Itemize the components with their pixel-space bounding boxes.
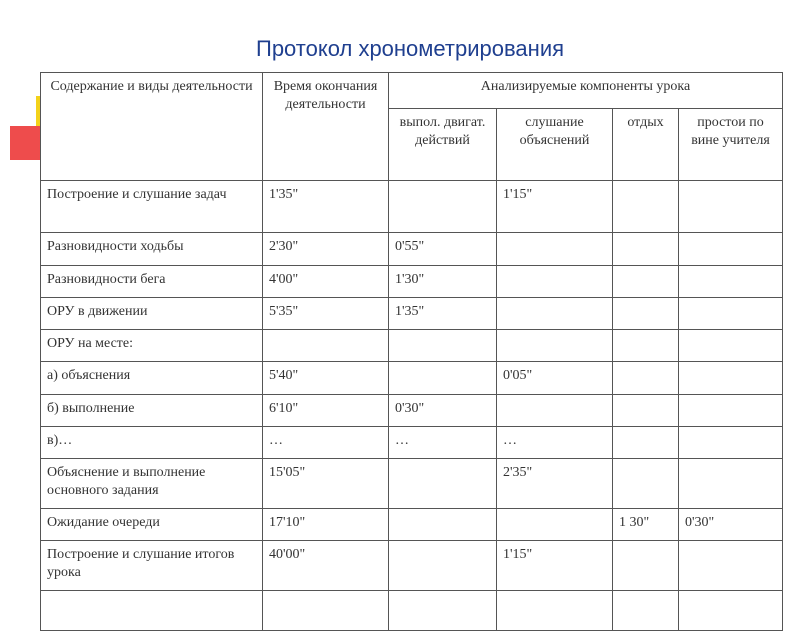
cell-motor-actions (389, 541, 497, 591)
cell-rest (613, 591, 679, 631)
cell-activity (41, 591, 263, 631)
cell-activity: а) объяснения (41, 362, 263, 395)
cell-activity: Построение и слушание итогов урока (41, 541, 263, 591)
cell-rest (613, 427, 679, 459)
cell-activity: Построение и слушание задач (41, 181, 263, 233)
cell-listening (497, 233, 613, 266)
cell-teacher-downtime (679, 330, 783, 362)
cell-listening: 2'35" (497, 459, 613, 509)
table-header-row (41, 73, 783, 109)
cell-teacher-downtime (679, 541, 783, 591)
cell-teacher-downtime (679, 362, 783, 395)
decorative-red-block (10, 126, 44, 160)
cell-rest (613, 181, 679, 233)
cell-motor-actions (389, 181, 497, 233)
cell-rest (613, 266, 679, 298)
header-components: Анализируемые компоненты урока (389, 73, 783, 109)
cell-teacher-downtime: 0'30" (679, 509, 783, 541)
cell-listening (497, 395, 613, 427)
page-title: Протокол хронометрирования (256, 36, 565, 61)
cell-rest (613, 233, 679, 266)
cell-motor-actions: 0'30" (389, 395, 497, 427)
cell-end-time: 6'10" (263, 395, 389, 427)
cell-rest (613, 395, 679, 427)
cell-rest: 1 30" (613, 509, 679, 541)
cell-motor-actions (389, 591, 497, 631)
cell-teacher-downtime (679, 395, 783, 427)
cell-end-time: 15'05" (263, 459, 389, 509)
cell-teacher-downtime (679, 233, 783, 266)
cell-listening: 1'15" (497, 541, 613, 591)
cell-motor-actions (389, 459, 497, 509)
cell-motor-actions: 1'30" (389, 266, 497, 298)
cell-activity: Объяснение и выполнение основного задания (41, 459, 263, 509)
cell-end-time (263, 591, 389, 631)
cell-motor-actions: 0'55" (389, 233, 497, 266)
cell-teacher-downtime (679, 298, 783, 330)
cell-teacher-downtime (679, 427, 783, 459)
cell-listening (497, 591, 613, 631)
cell-activity: Разновидности бега (41, 266, 263, 298)
cell-motor-actions: … (389, 427, 497, 459)
table-row (41, 362, 783, 395)
cell-activity: ОРУ на месте: (41, 330, 263, 362)
cell-listening (497, 266, 613, 298)
cell-end-time: 17'10" (263, 509, 389, 541)
cell-motor-actions: 1'35" (389, 298, 497, 330)
header-end-time: Время окончания деятельности (263, 73, 389, 181)
cell-end-time: 4'00" (263, 266, 389, 298)
table-row (41, 591, 783, 631)
cell-listening (497, 298, 613, 330)
cell-rest (613, 541, 679, 591)
subheader-listening: слушание объяснений (497, 109, 613, 181)
cell-end-time: 2'30" (263, 233, 389, 266)
table-row (41, 330, 783, 362)
table-row (41, 233, 783, 266)
cell-teacher-downtime (679, 266, 783, 298)
timing-protocol-table (40, 72, 783, 631)
subheader-teacher-downtime: простои по вине учителя (679, 109, 783, 181)
cell-teacher-downtime (679, 459, 783, 509)
cell-motor-actions (389, 509, 497, 541)
cell-end-time (263, 330, 389, 362)
cell-end-time: 40'00" (263, 541, 389, 591)
table-row (41, 509, 783, 541)
cell-rest (613, 459, 679, 509)
cell-rest (613, 362, 679, 395)
cell-activity: Ожидание очереди (41, 509, 263, 541)
table-row (41, 427, 783, 459)
table-row (41, 181, 783, 233)
cell-rest (613, 330, 679, 362)
cell-motor-actions (389, 330, 497, 362)
cell-listening (497, 330, 613, 362)
header-activity: Содержание и виды деятельности (41, 73, 263, 181)
table-row (41, 266, 783, 298)
table-row (41, 459, 783, 509)
subheader-rest: отдых (613, 109, 679, 181)
table-row (41, 541, 783, 591)
cell-listening: 0'05" (497, 362, 613, 395)
cell-listening (497, 509, 613, 541)
cell-end-time: 1'35" (263, 181, 389, 233)
cell-rest (613, 298, 679, 330)
cell-activity: Разновидности ходьбы (41, 233, 263, 266)
cell-listening: … (497, 427, 613, 459)
cell-activity: в)… (41, 427, 263, 459)
table-row (41, 298, 783, 330)
cell-teacher-downtime (679, 181, 783, 233)
subheader-motor-actions: выпол. двигат. действий (389, 109, 497, 181)
cell-activity: ОРУ в движении (41, 298, 263, 330)
cell-motor-actions (389, 362, 497, 395)
cell-teacher-downtime (679, 591, 783, 631)
cell-activity: б) выполнение (41, 395, 263, 427)
cell-listening: 1'15" (497, 181, 613, 233)
cell-end-time: … (263, 427, 389, 459)
table-row (41, 395, 783, 427)
cell-end-time: 5'35" (263, 298, 389, 330)
cell-end-time: 5'40" (263, 362, 389, 395)
